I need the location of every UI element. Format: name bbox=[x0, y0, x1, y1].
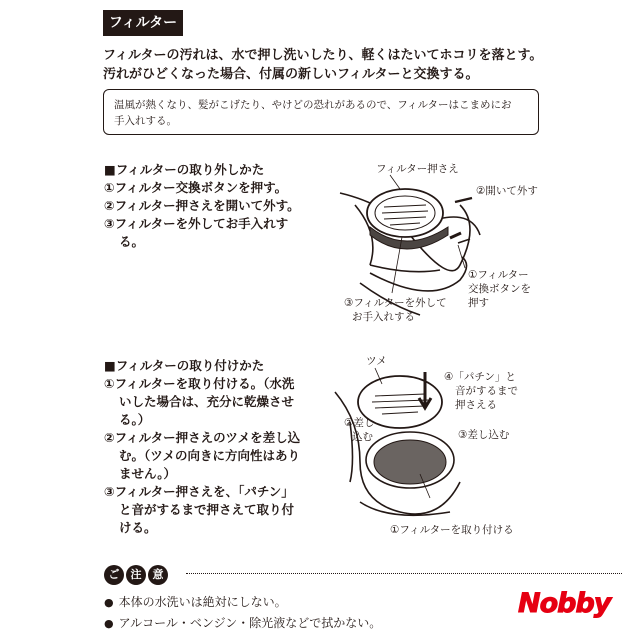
attach-steps bbox=[104, 375, 302, 537]
caution-item: ● アルコール・ベンジン・除光液などで拭かない。 bbox=[104, 613, 381, 634]
caution-heading bbox=[104, 563, 170, 585]
label-line: ③フィルターを外して bbox=[344, 297, 447, 309]
label-press-button bbox=[468, 268, 531, 310]
section-tag: フィルター bbox=[103, 10, 183, 36]
intro-text bbox=[103, 46, 543, 84]
label-line: ④「パチン」と bbox=[444, 371, 516, 383]
label-press-click bbox=[444, 370, 518, 412]
caution-list bbox=[104, 592, 381, 634]
label-open-remove: ②開いて外す bbox=[476, 185, 538, 197]
removal-steps bbox=[104, 179, 304, 251]
intro-line: 汚れがひどくなった場合、付属の新しいフィルターと交換する。 bbox=[103, 67, 479, 82]
attach-step: ①フィルターを取り付ける。（水洗いした場合は、充分に乾燥させる。） bbox=[104, 376, 295, 427]
label-insert-2 bbox=[344, 416, 374, 444]
label-line: ②差し bbox=[344, 417, 375, 429]
warning-line: 温風が熱くなり、髪がこげたり、やけどの恐れがあるので、フィルターはこまめにお bbox=[114, 99, 512, 111]
label-tab: ツメ bbox=[366, 355, 387, 367]
brand-logo: Nobby bbox=[518, 588, 611, 619]
caution-badge: 意 bbox=[148, 565, 168, 585]
warning-line: 手入れする。 bbox=[114, 115, 177, 127]
dotted-divider bbox=[186, 573, 622, 574]
intro-line: フィルターの汚れは、水で押し洗いしたり、軽くはたいてホコリを落とす。 bbox=[103, 48, 543, 63]
removal-step: ①フィルター交換ボタンを押す。 bbox=[104, 180, 288, 195]
removal-step: ③フィルターを外してお手入れする。 bbox=[104, 216, 289, 249]
label-filter-holder: フィルター押さえ bbox=[376, 163, 459, 175]
label-line: ①フィルター bbox=[468, 269, 529, 281]
label-line: お手入れする bbox=[352, 311, 415, 323]
removal-step: ②フィルター押さえを開いて外す。 bbox=[104, 198, 300, 213]
attach-title: ■フィルターの取り付けかた bbox=[104, 358, 265, 373]
caution-badge: 注 bbox=[126, 565, 146, 585]
attach-step: ②フィルター押さえのツメを差し込む。（ツメの向きに方向性はありません。） bbox=[104, 430, 301, 481]
label-insert-3: ③差し込む bbox=[458, 429, 510, 441]
removal-title: ■フィルターの取り外しかた bbox=[104, 162, 265, 177]
label-remove-clean bbox=[344, 296, 447, 324]
label-line: 押す bbox=[468, 297, 489, 309]
warning-box bbox=[103, 89, 539, 135]
label-line: 音がするまで bbox=[455, 385, 518, 397]
label-line: 込む bbox=[352, 431, 373, 443]
label-attach-filter: ①フィルターを取り付ける bbox=[390, 524, 514, 536]
caution-item: ● 本体の水洗いは絶対にしない。 bbox=[104, 592, 381, 613]
caution-badge: ご bbox=[104, 565, 124, 585]
label-line: 押さえる bbox=[455, 399, 497, 411]
attach-step: ③フィルター押さえを、「パチン」と音がするまで押さえて取り付ける。 bbox=[104, 484, 295, 535]
label-line: 交換ボタンを bbox=[468, 283, 531, 295]
